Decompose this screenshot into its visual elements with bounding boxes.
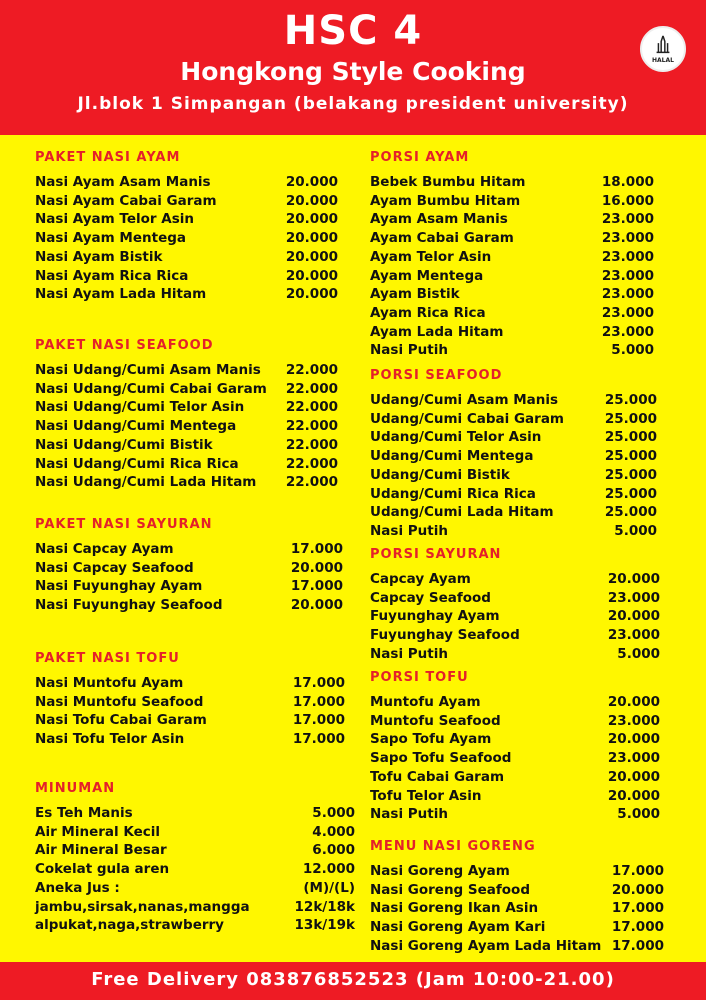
menu-item-name: Nasi Putih [370, 645, 448, 662]
menu-item-name: Udang/Cumi Bistik [370, 466, 510, 483]
menu-item-name: Nasi Udang/Cumi Bistik [35, 436, 213, 453]
restaurant-subtitle: Hongkong Style Cooking [180, 57, 526, 86]
menu-item-price: 18.000 [601, 174, 654, 190]
menu-item-price: 20.000 [607, 694, 660, 710]
menu-item-name: Es Teh Manis [35, 805, 133, 821]
menu-item [370, 522, 657, 541]
menu-item [35, 577, 343, 596]
menu-item-price: 20.000 [285, 248, 338, 265]
menu-item-price: 17.000 [292, 693, 345, 710]
section-title: PORSI TOFU [370, 670, 469, 685]
menu-item [370, 937, 664, 956]
menu-item-name: Capcay Seafood [370, 589, 491, 606]
menu-item-price: 20.000 [290, 559, 343, 576]
menu-item-name: Aneka Jus : [35, 879, 120, 896]
menu-item-name: Ayam Rica Rica [370, 304, 486, 321]
section-porsi-sayuran [370, 547, 660, 664]
menu-item-price: 22.000 [285, 436, 338, 453]
menu-item-price: 22.000 [285, 418, 338, 435]
menu-item-price: 5.000 [611, 342, 654, 359]
menu-item-price: 4.000 [312, 823, 355, 840]
section-title: PORSI SEAFOOD [370, 368, 503, 383]
menu-item [370, 173, 654, 192]
menu-item-price: 23.000 [601, 304, 654, 321]
menu-item-name: Nasi Udang/Cumi Rica Rica [35, 455, 239, 472]
menu-item-price: 5.000 [617, 806, 660, 823]
menu-item [35, 879, 355, 898]
section-title: PAKET NASI TOFU [35, 651, 180, 666]
menu-item-price: 17.000 [290, 578, 343, 595]
section-title: PAKET NASI SAYURAN [35, 517, 213, 532]
menu-item-price: 23.000 [607, 750, 660, 767]
menu-item [370, 410, 657, 429]
menu-item [35, 916, 355, 935]
section-paket-nasi-tofu [35, 651, 345, 749]
menu-item-price: 17.000 [611, 919, 664, 936]
menu-item [35, 860, 355, 879]
menu-item-name: Nasi Udang/Cumi Mentega [35, 418, 237, 435]
menu-item-name: Nasi Ayam Bistik [35, 248, 163, 265]
halal-logo [640, 26, 686, 72]
menu-item [35, 674, 345, 693]
menu-item [370, 285, 654, 304]
menu-item-price: 23.000 [607, 712, 660, 729]
menu-item-name: Sapo Tofu Seafood [370, 750, 512, 767]
menu-item [370, 693, 660, 712]
menu-item-name: Nasi Ayam Asam Manis [35, 174, 211, 190]
restaurant-title: HSC 4 [283, 8, 423, 54]
menu-item-name: Nasi Muntofu Seafood [35, 693, 204, 710]
menu-item-name: Nasi Capcay Seafood [35, 559, 194, 576]
section-title: PORSI SAYURAN [370, 547, 502, 562]
menu-item-price: 23.000 [607, 627, 660, 644]
menu-item-price: 23.000 [601, 267, 654, 284]
footer-banner [0, 962, 706, 1000]
section-title: PAKET NASI AYAM [35, 150, 181, 165]
menu-item-price: 20.000 [290, 597, 343, 614]
menu-item-price: 20.000 [285, 211, 338, 228]
menu-item [35, 473, 338, 492]
menu-item-name: Udang/Cumi Lada Hitam [370, 504, 554, 521]
section-title: MENU NASI GORENG [370, 839, 536, 854]
menu-item-price: 20.000 [607, 787, 660, 804]
menu-item-name: Udang/Cumi Asam Manis [370, 392, 559, 408]
halal-logo-text: HALAL [652, 57, 674, 64]
menu-item-name: Tofu Telor Asin [370, 787, 482, 804]
menu-item [35, 730, 345, 749]
menu-item [370, 862, 664, 881]
menu-item-name: Ayam Mentega [370, 267, 484, 284]
menu-item-price: 22.000 [285, 399, 338, 416]
restaurant-address: Jl.blok 1 Simpangan (belakang president university) [77, 94, 629, 114]
menu-item-name: Udang/Cumi Rica Rica [370, 485, 536, 502]
section-paket-nasi-ayam [35, 150, 338, 304]
menu-item-price: 25.000 [604, 504, 657, 521]
menu-item-name: Nasi Udang/Cumi Telor Asin [35, 399, 245, 416]
menu-item [35, 398, 338, 417]
menu-item-price: 25.000 [604, 448, 657, 465]
menu-item [35, 693, 345, 712]
menu-item-price: 23.000 [601, 211, 654, 228]
section-porsi-ayam [370, 150, 654, 360]
menu-item [370, 428, 657, 447]
menu-item-name: Ayam Asam Manis [370, 211, 508, 228]
menu-item-name: Nasi Ayam Telor Asin [35, 211, 194, 228]
menu-item-price: 17.000 [611, 900, 664, 917]
menu-item-price: 20.000 [611, 881, 664, 898]
menu-item-name: Nasi Putih [370, 806, 448, 823]
menu-item [370, 712, 660, 731]
menu-item-price: 20.000 [285, 267, 338, 284]
section-title: PAKET NASI SEAFOOD [35, 338, 214, 353]
menu-item [35, 267, 338, 286]
menu-item [370, 768, 660, 787]
menu-item [35, 804, 355, 823]
menu-item [370, 607, 660, 626]
menu-item-name: Nasi Udang/Cumi Cabai Garam [35, 380, 267, 397]
menu-item [35, 841, 355, 860]
menu-item [35, 380, 338, 399]
menu-item-price: 12k/18k [294, 898, 355, 915]
menu-item-price: 23.000 [601, 286, 654, 303]
menu-item-price: 25.000 [604, 466, 657, 483]
menu-item-price: 22.000 [285, 380, 338, 397]
menu-item-price: 20.000 [285, 192, 338, 209]
menu-item-name: Ayam Cabai Garam [370, 230, 514, 247]
menu-item [35, 210, 338, 229]
menu-item [35, 248, 338, 267]
menu-item [35, 711, 345, 730]
menu-item-price: 17.000 [292, 675, 345, 691]
menu-item-price: 5.000 [312, 805, 355, 821]
menu-item-name: Nasi Goreng Ayam Kari [370, 919, 546, 936]
menu-item [370, 787, 660, 806]
menu-item-name: Muntofu Seafood [370, 712, 501, 729]
menu-item-price: 17.000 [290, 541, 343, 557]
menu-item-name: Ayam Lada Hitam [370, 323, 504, 340]
menu-item [370, 229, 654, 248]
menu-item [370, 248, 654, 267]
menu-item-price: 22.000 [285, 362, 338, 378]
menu-item [35, 192, 338, 211]
menu-item [35, 455, 338, 474]
menu-item [370, 391, 657, 410]
menu-item [35, 540, 343, 559]
menu-item [35, 285, 338, 304]
menu-item [370, 805, 660, 824]
section-menu-nasi-goreng [370, 839, 664, 956]
menu-item [370, 730, 660, 749]
menu-item-price: 20.000 [607, 731, 660, 748]
menu-item-price: 5.000 [614, 522, 657, 539]
menu-item-name: Nasi Tofu Cabai Garam [35, 712, 207, 729]
menu-item-name: Ayam Bumbu Hitam [370, 192, 521, 209]
menu-item-name: Air Mineral Besar [35, 842, 167, 859]
menu-item-price: 20.000 [607, 571, 660, 587]
menu-item-price: 12.000 [302, 861, 355, 878]
menu-item-name: alpukat,naga,strawberry [35, 917, 224, 934]
menu-item-name: Nasi Putih [370, 342, 448, 359]
menu-item-name: Nasi Udang/Cumi Lada Hitam [35, 474, 257, 491]
menu-item-price: 22.000 [285, 455, 338, 472]
menu-item-name: Air Mineral Kecil [35, 823, 160, 840]
menu-item [35, 417, 338, 436]
menu-item-name: Ayam Telor Asin [370, 248, 492, 265]
menu-item-price: 20.000 [607, 768, 660, 785]
menu-item-price: 17.000 [611, 863, 664, 879]
menu-item-price: 20.000 [285, 230, 338, 247]
menu-item-name: Udang/Cumi Telor Asin [370, 429, 542, 446]
menu-item [35, 559, 343, 578]
menu-item [370, 918, 664, 937]
menu-item-name: Fuyunghay Ayam [370, 608, 500, 625]
menu-item-price: 20.000 [607, 608, 660, 625]
menu-item [370, 881, 664, 900]
menu-item-name: Nasi Udang/Cumi Asam Manis [35, 362, 261, 378]
menu-item-name: Fuyunghay Seafood [370, 627, 520, 644]
menu-item-name: Sapo Tofu Ayam [370, 731, 492, 748]
section-paket-nasi-seafood [35, 338, 338, 492]
menu-item-price: 23.000 [601, 248, 654, 265]
menu-item-price: 6.000 [312, 842, 355, 859]
menu-item-name: Nasi Goreng Ayam [370, 863, 510, 879]
menu-item-price: 17.000 [611, 937, 664, 954]
section-paket-nasi-sayuran [35, 517, 343, 615]
menu-item-price: (M)/(L) [303, 879, 355, 896]
menu-item [370, 899, 664, 918]
menu-item-name: jambu,sirsak,nanas,mangga [35, 898, 250, 915]
menu-item-name: Muntofu Ayam [370, 694, 481, 710]
menu-item-name: Nasi Fuyunghay Seafood [35, 597, 223, 614]
menu-item-price: 25.000 [604, 392, 657, 408]
menu-item-name: Nasi Ayam Rica Rica [35, 267, 189, 284]
menu-item [370, 626, 660, 645]
menu-item-name: Nasi Ayam Mentega [35, 230, 186, 247]
menu-item-name: Nasi Goreng Ayam Lada Hitam [370, 937, 602, 954]
menu-item-name: Nasi Tofu Telor Asin [35, 731, 185, 748]
menu-item-price: 25.000 [604, 429, 657, 446]
menu-item-name: Nasi Goreng Seafood [370, 881, 530, 898]
menu-item-name: Udang/Cumi Mentega [370, 448, 534, 465]
section-porsi-seafood [370, 368, 657, 541]
menu-item [35, 436, 338, 455]
menu-item [35, 229, 338, 248]
menu-item [370, 192, 654, 211]
menu-item-price: 22.000 [285, 474, 338, 491]
section-minuman [35, 781, 355, 935]
menu-item-name: Bebek Bumbu Hitam [370, 174, 526, 190]
menu-item [370, 589, 660, 608]
menu-item-name: Nasi Goreng Ikan Asin [370, 900, 539, 917]
menu-item [35, 361, 338, 380]
menu-item-price: 25.000 [604, 485, 657, 502]
section-title: PORSI AYAM [370, 150, 470, 165]
menu-item-name: Ayam Bistik [370, 286, 460, 303]
menu-item [370, 267, 654, 286]
menu-item [35, 596, 343, 615]
menu-item-price: 13k/19k [294, 917, 355, 934]
menu-item [370, 645, 660, 664]
menu-item-name: Udang/Cumi Cabai Garam [370, 410, 564, 427]
menu-item [370, 503, 657, 522]
footer-delivery-text: Free Delivery 083876852523 (Jam 10:00-21.00) [91, 969, 615, 990]
menu-item-price: 17.000 [292, 731, 345, 748]
halal-icon [652, 34, 674, 56]
menu-item [370, 485, 657, 504]
menu-item-price: 16.000 [601, 192, 654, 209]
menu-item [370, 341, 654, 360]
menu-item-name: Nasi Ayam Lada Hitam [35, 286, 207, 303]
menu-item [370, 749, 660, 768]
menu-item-name: Nasi Muntofu Ayam [35, 675, 184, 691]
menu-item [370, 466, 657, 485]
menu-item [35, 173, 338, 192]
menu-item [35, 823, 355, 842]
menu-item [35, 898, 355, 917]
menu-item-price: 23.000 [607, 589, 660, 606]
section-title: MINUMAN [35, 781, 116, 796]
menu-item-name: Nasi Fuyunghay Ayam [35, 578, 203, 595]
menu-item [370, 304, 654, 323]
menu-item [370, 447, 657, 466]
header-banner [0, 0, 706, 135]
menu-item-name: Nasi Ayam Cabai Garam [35, 192, 217, 209]
menu-item-price: 17.000 [292, 712, 345, 729]
menu-item-price: 5.000 [617, 645, 660, 662]
menu-item-name: Capcay Ayam [370, 571, 471, 587]
section-porsi-tofu [370, 670, 660, 824]
menu-item-name: Nasi Capcay Ayam [35, 541, 174, 557]
menu-item-price: 25.000 [604, 410, 657, 427]
menu-item [370, 210, 654, 229]
menu-item [370, 570, 660, 589]
menu-item-name: Cokelat gula aren [35, 861, 170, 878]
menu-item-name: Nasi Putih [370, 522, 448, 539]
menu-item [370, 323, 654, 342]
menu-item-price: 23.000 [601, 323, 654, 340]
menu-item-price: 23.000 [601, 230, 654, 247]
menu-item-price: 20.000 [285, 174, 338, 190]
menu-item-name: Tofu Cabai Garam [370, 768, 505, 785]
menu-item-price: 20.000 [285, 286, 338, 303]
